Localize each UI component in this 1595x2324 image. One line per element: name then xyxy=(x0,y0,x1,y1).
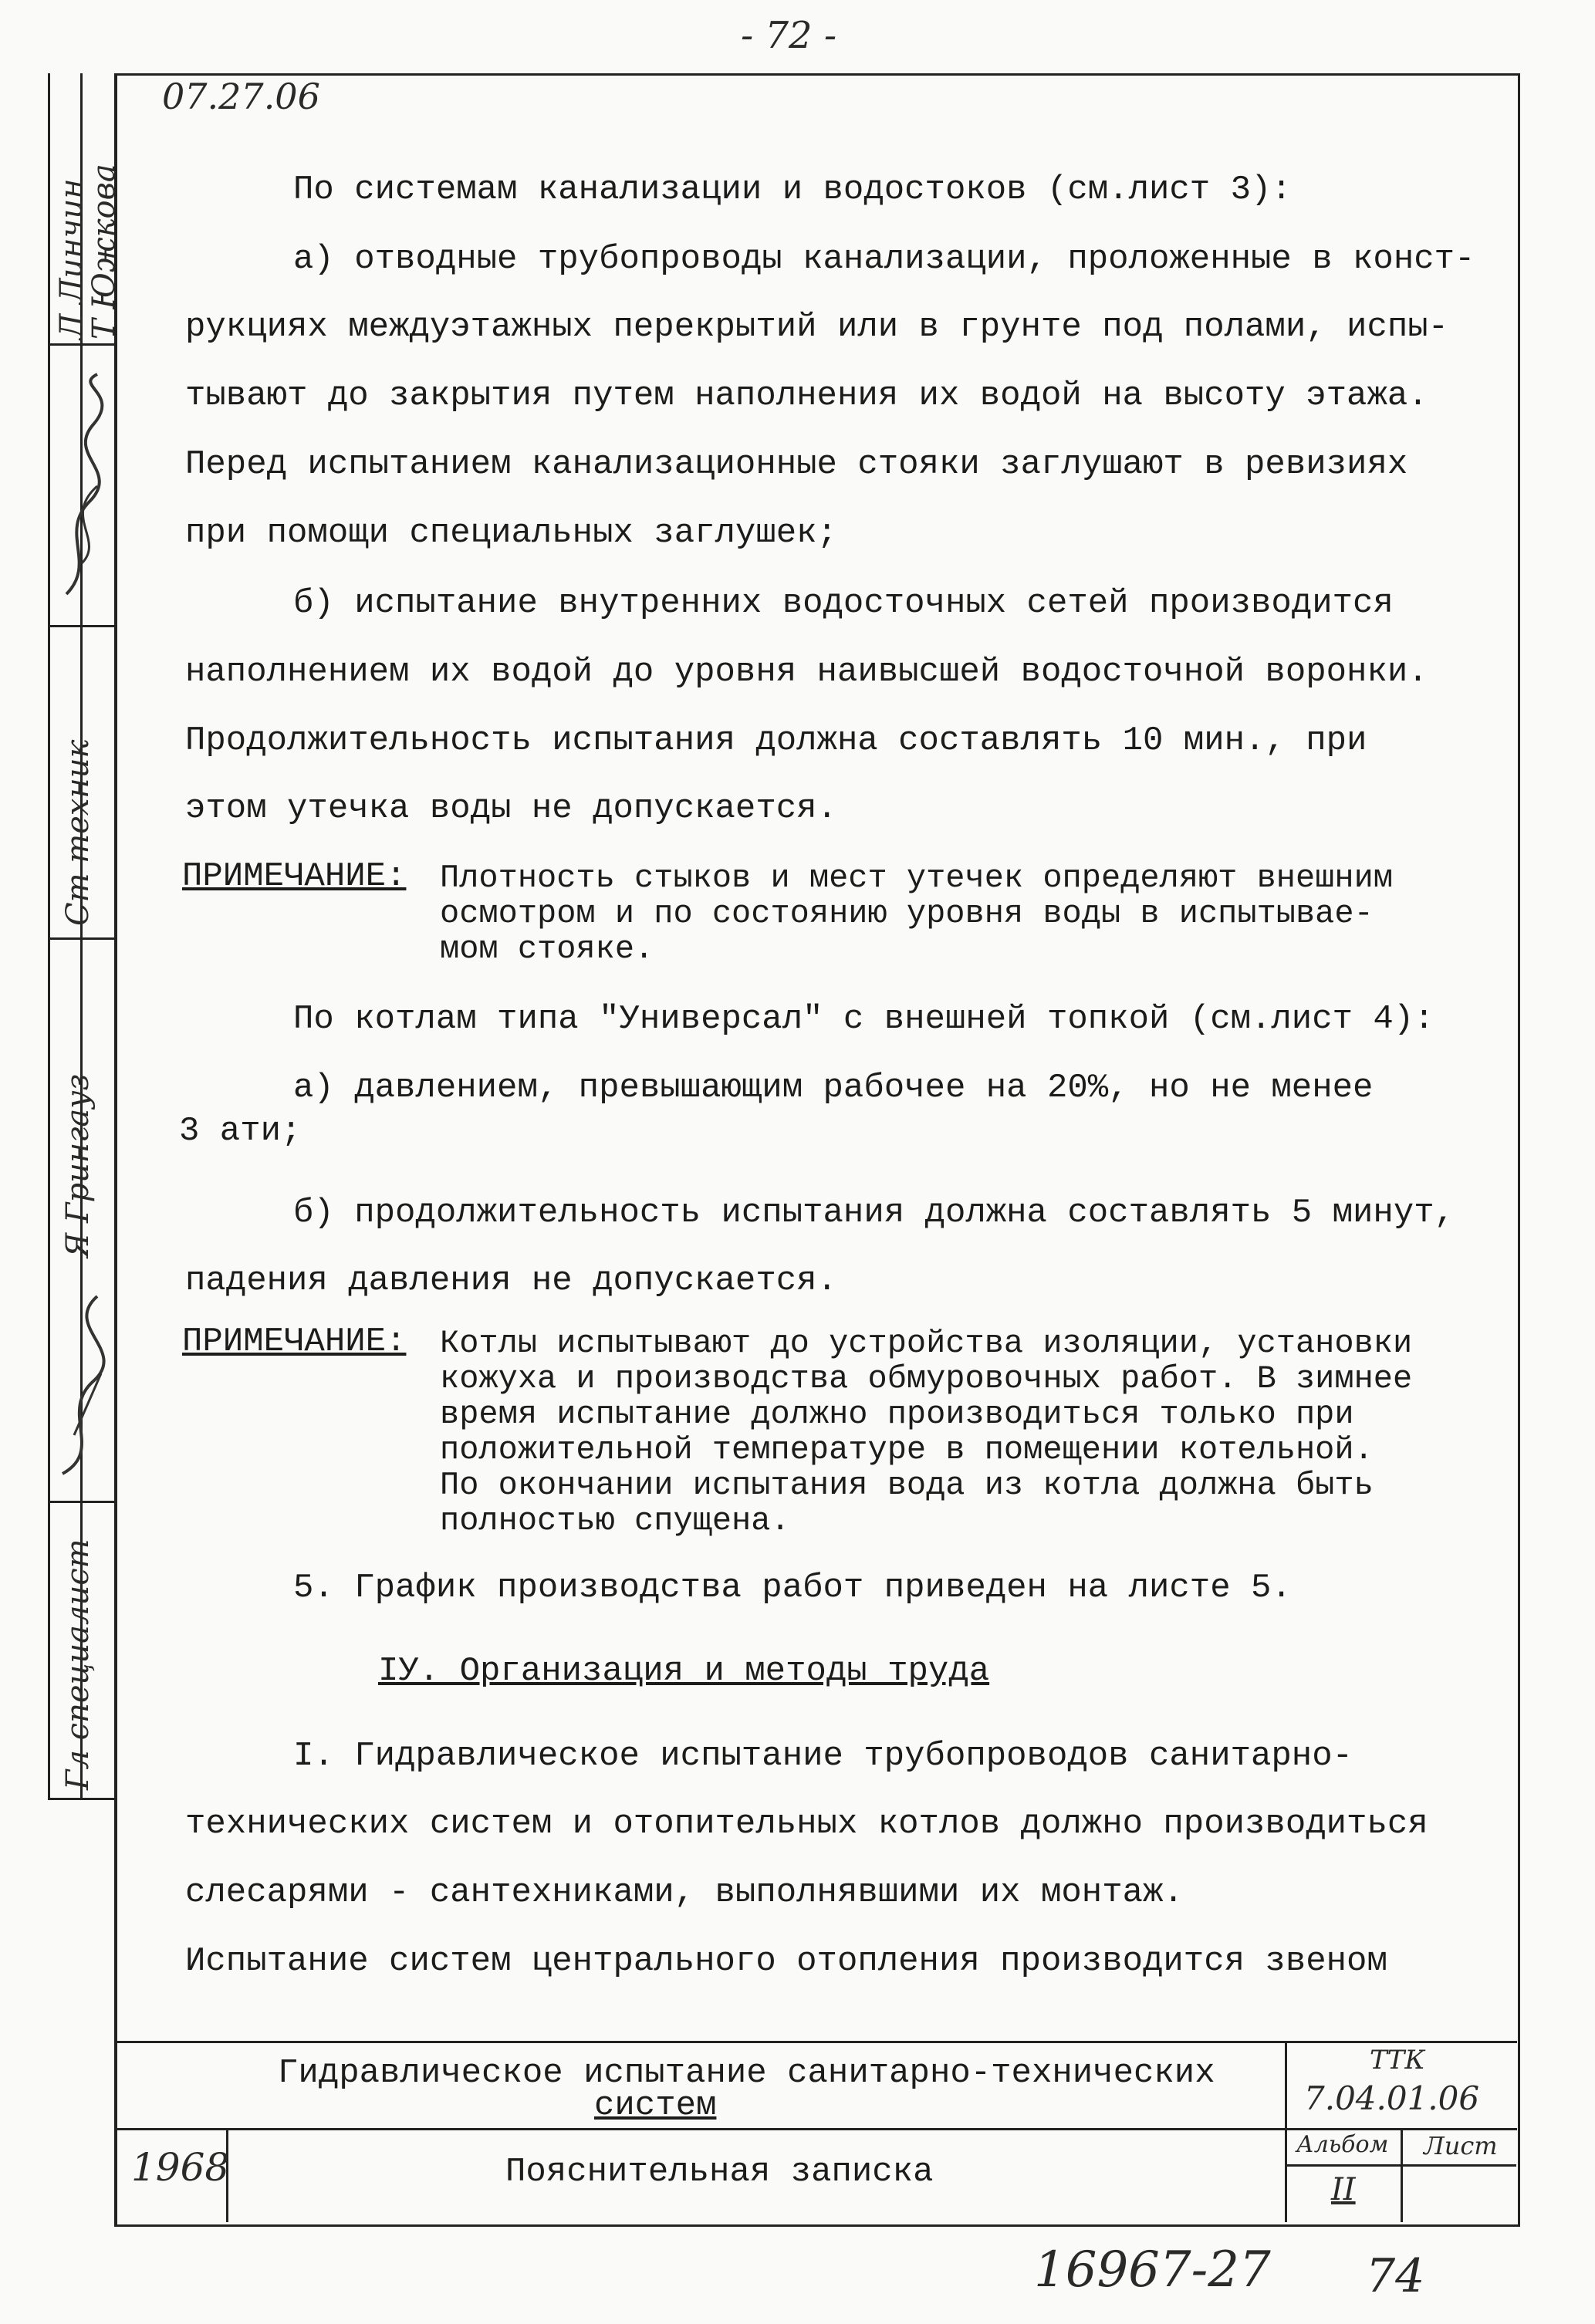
stamp-top-border xyxy=(114,2041,1517,2043)
album-value: II xyxy=(1331,2172,1356,2207)
stamp-title: Гидравлическое испытание санитарно-технических xyxy=(278,2054,1215,2093)
section-title: IУ. Организация и методы труда xyxy=(378,1652,990,1691)
paragraph-line: По системам канализации и водостоков (см.лист 3): xyxy=(293,171,1292,209)
stamp-year: 1968 xyxy=(131,2145,230,2190)
note-line: время испытание должно производиться только при xyxy=(440,1396,1354,1433)
paragraph-line: а) отводные трубопроводы канализации, проложенные в конст- xyxy=(293,240,1475,279)
stamp-code-label: ТТК xyxy=(1370,2045,1425,2076)
signature-mark xyxy=(51,363,113,610)
order-number: 16967-27 xyxy=(1034,2241,1271,2299)
stamp-middle-border xyxy=(114,2128,1517,2130)
paragraph-line: Продолжительность испытания должна составлять 10 мин., при xyxy=(185,721,1367,760)
note-line: Котлы испытывают до устройства изоляции, установки xyxy=(440,1325,1413,1362)
paragraph-line: 5. График производства работ приведен на листе 5. xyxy=(293,1569,1292,1607)
sidebar-name-1: Л Линчин xyxy=(54,178,90,339)
sheet-label: Лист xyxy=(1424,2131,1498,2160)
paragraph-line: рукциях междуэтажных перекрытий или в грунте под полами, испы- xyxy=(185,308,1449,346)
note-label: ПРИМЕЧАНИЕ: xyxy=(182,857,407,896)
stamp-code: 7.04.01.06 xyxy=(1304,2079,1480,2117)
note-line: полностью спущена. xyxy=(440,1502,790,1539)
note-line: кожуха и производства обмуровочных работ. В зимнее xyxy=(440,1360,1413,1397)
stamp-divider xyxy=(1285,2041,1287,2222)
paragraph-line: Испытание систем центрального отопления производится звеном xyxy=(185,1942,1387,1981)
paragraph-line: а) давлением, превышающим рабочее на 20%, но не менее xyxy=(293,1069,1374,1107)
note-line: По окончании испытания вода из котла должна быть xyxy=(440,1467,1374,1504)
paragraph-line: наполнением их водой до уровня наивысшей водосточной воронки. xyxy=(185,653,1428,691)
stamp-divider xyxy=(1401,2128,1403,2222)
stamp-divider xyxy=(1285,2164,1516,2167)
note-label: ПРИМЕЧАНИЕ: xyxy=(182,1322,407,1361)
paragraph-line: б) испытание внутренних водосточных сетей производится xyxy=(293,584,1394,623)
paragraph-line: этом утечка воды не допускается. xyxy=(185,789,837,828)
note-line: Плотность стыков и мест утечек определяют внешним xyxy=(440,860,1394,897)
paragraph-line: I. Гидравлическое испытание трубопроводов санитарно- xyxy=(293,1737,1353,1775)
album-label: Альбом xyxy=(1296,2131,1389,2158)
paragraph-line: при помощи специальных заглушек; xyxy=(185,514,837,552)
paragraph-line: Перед испытанием канализационные стояки заглушают в ревизиях xyxy=(185,445,1408,484)
note-line: положительной температуре в помещении котельной. xyxy=(440,1431,1374,1468)
document-code: 07.27.06 xyxy=(162,76,320,117)
paragraph-line: технических систем и отопительных котлов должно производиться xyxy=(185,1805,1428,1843)
stamp-title-line2: систем xyxy=(594,2086,717,2125)
note-line: осмотром и по состоянию уровня воды в испытывае- xyxy=(440,895,1374,932)
paragraph-line: 3 ати; xyxy=(179,1112,302,1150)
note-line: мом стояке. xyxy=(440,931,654,968)
sidebar-name-3: Ст техник xyxy=(60,739,96,926)
page-number: - 72 - xyxy=(741,14,837,57)
paragraph-line: падения давления не допускается. xyxy=(185,1262,837,1300)
signature-mark xyxy=(51,1281,113,1489)
sidebar-name-5: Гл специалист xyxy=(60,1539,96,1790)
paragraph-line: слесарями - сантехниками, выполнявшими их монтаж. xyxy=(185,1873,1184,1912)
sidebar-divider xyxy=(48,1798,114,1800)
sidebar-name-2: Т Южкова xyxy=(86,164,122,339)
paragraph-line: По котлам типа "Универсал" с внешней топкой (см.лист 4): xyxy=(293,1000,1434,1039)
paragraph-line: б) продолжительность испытания должна составлять 5 минут, xyxy=(293,1194,1455,1232)
stamp-subtitle: Пояснительная записка xyxy=(505,2153,934,2191)
paragraph-line: тывают до закрытия путем наполнения их водой на высоту этажа. xyxy=(185,377,1428,415)
sheet-number: 74 xyxy=(1366,2249,1425,2303)
sidebar-name-4: Я Грингауз xyxy=(60,1073,96,1258)
